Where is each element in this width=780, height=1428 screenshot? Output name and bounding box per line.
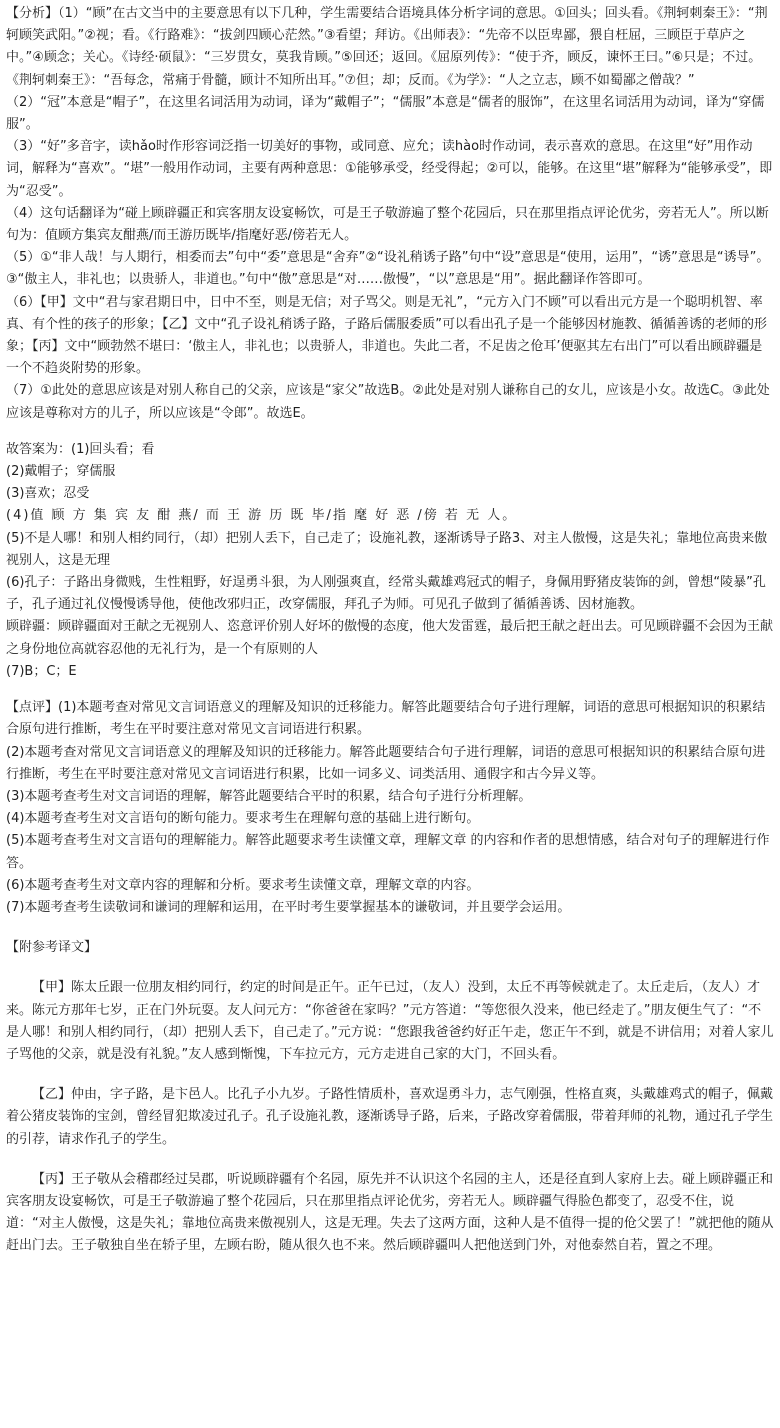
- analysis-item-2: （2）“冠”本意是“帽子”，在这里名词活用为动词，译为“戴帽子”；“儒服”本意是“儒者的服饰”，在这里名词活用为动词，译为“穿儒服”。: [6, 94, 765, 133]
- spacer: [6, 959, 774, 977]
- answer-5: (5)不是人哪！和别人相约同行，（却）把别人丢下，自己走了；设施礼教，逐渐诱导子路3、对主人傲慢，这是失礼；靠地位高贵来傲视别人，这是无理: [6, 530, 768, 568]
- answer-6-confucius: (6)孔子：子路出身微贱，生性粗野，好逞勇斗狠，为人刚强爽直，经常头戴雄鸡冠式的帽子，身佩用野猪皮装饰的剑，曾想“陵暴”孔子，孔子通过礼仪慢慢诱导他，使他改邪归正，改穿儒服，拜孔子为师。可见孔子做到了循循善诱、因材施教。: [6, 575, 766, 613]
- analysis-item-6: （6）【甲】文中“君与家君期日中，日中不至，则是无信；对子骂父。则是无礼”，“元方入门不顾”可以看出元方是一个聪明机智、率真、有个性的孩子的形象；【乙】文中“孔子设礼稍诱子路，子路后儒服委质”可以看出孔子是一个能够因材施教、循循善诱的老师的形象；【丙】文中“顾勃然不堪曰：‘傲主人，非礼也；以贵骄人，非道也。失此二者，不足齿之伧耳’便驱其左右出门”可以看出顾辟疆是一个不趋炎附势的形象。: [6, 294, 767, 377]
- comment-3: (3)本题考查考生对文言词语的理解，解答此题要结合平时的积累，结合句子进行分析理解。: [6, 788, 532, 804]
- spacer: [6, 425, 774, 439]
- comments-section: [6, 697, 774, 919]
- analysis-item-4: （4）这句话翻译为“碰上顾辟疆正和宾客朋友设宴畅饮，可是王子敬游遍了整个花园后，只在那里指点评论优劣，旁若无人”。所以断句为：值顾方集宾友酣燕/而王游历既毕/指麾好恶/傍若无人。: [6, 205, 769, 244]
- analysis-item-1: 【分析】（1）“顾”在古文当中的主要意思有以下几种，学生需要结合语境具体分析字词的意思。①回头；回头看。《荆轲刺秦王》：“荆轲顾笑武阳。”②视；看。《行路难》：“拔剑四顾心茫然。”③看望；拜访。《出师表》：“先帝不以臣卑鄙，猥自枉屈，三顾臣于草庐之中。”④顾念；关心。《诗经·硕鼠》：“三岁贯女，莫我肯顾。”⑤回还；返回。《屈原列传》：“使于齐，顾反，谏怀王曰。”⑥只是；不过。《荆轲刺秦王》：“吾每念，常痛于骨髓，顾计不知所出耳。”⑦但；却；反而。《为学》：“人之立志，顾不如蜀鄙之僧哉？”: [6, 6, 768, 88]
- comment-2: (2)本题考查对常见文言词语意义的理解及知识的迁移能力。解答此题要结合句子进行理解，词语的意思可根据知识的积累结合原句进行推断，考生在平时要注意对常见文言词语进行积累，比如一词多义、词类活用、通假字和古今异义等。: [6, 744, 766, 782]
- spacer: [6, 1066, 774, 1084]
- translation-heading: 【附参考译文】: [6, 940, 98, 956]
- answer-4: (4)值 顾 方 集 宾 友 酣 燕/ 而 王 游 历 既 毕/指 麾 好 恶 /傍 若 无 人。: [6, 508, 518, 524]
- comment-4: (4)本题考查考生对文言语句的断句能力。要求考生在理解句意的基础上进行断句。: [6, 811, 480, 827]
- answer-6-gu-bijiang: 顾辟疆：顾辟疆面对王献之无视别人、恣意评价别人好坏的傲慢的态度，他大发雷霆，最后把王献之赶出去。可见顾辟疆不会因为王献之身份地位高就容忍他的无礼行为，是一个有原则的人: [6, 619, 774, 657]
- answer-lead: 故答案为：(1)回头看；看: [6, 441, 155, 457]
- translation-jia: 【甲】陈太丘跟一位朋友相约同行，约定的时间是正午。正午已过，（友人）没到，太丘不再等候就走了。太丘走后，（友人）才来。陈元方那年七岁，正在门外玩耍。友人问元方：“你爸爸在家吗？”元方答道：“等您很久没来，他已经走了。”朋友便生气了：“不是人哪！和别人相约同行，（却）把别人丢下，自己走了。”元方说：“您跟我爸爸约好正午走，您正午不到，就是不讲信用；对着人家儿子骂他的父亲，就是没有礼貌。”友人感到惭愧，下车拉元方，元方走进自己家的大门，不回头看。: [6, 980, 774, 1062]
- analysis-item-5: （5）①“非人哉！与人期行，相委而去”句中“委”意思是“舍弃”②“设礼稍诱子路”句中“设”意思是“使用，运用”，“诱”意思是“诱导”。③“傲主人，非礼也；以贵骄人，非道也。”句中“傲”意思是“对……傲慢”，“以”意思是“用”。据此翻译作答即可。: [6, 250, 770, 288]
- spacer: [6, 919, 774, 937]
- answers-section: [6, 439, 774, 683]
- answer-2: (2)戴帽子；穿儒服: [6, 464, 116, 480]
- comment-7: (7)本题考查考生读敬词和谦词的理解和运用，在平时考生要掌握基本的谦敬词，并且要学会运用。: [6, 899, 571, 915]
- spacer: [6, 683, 774, 697]
- answer-7: (7)B；C；E: [6, 663, 77, 679]
- comment-1: 【点评】(1)本题考查对常见文言词语意义的理解及知识的迁移能力。解答此题要结合句子进行理解，词语的意思可根据知识的积累结合原句进行推断，考生在平时要注意对常见文言词语进行积累。: [6, 700, 766, 738]
- comment-5: (5)本题考查考生对文言语句的理解能力。解答此题要求考生读懂文章，理解文章 的内容和作者的思想情感，结合对句子的理解进行作答。: [6, 833, 770, 871]
- translation-section: [6, 937, 774, 1257]
- answer-3: (3)喜欢；忍受: [6, 486, 90, 502]
- analysis-item-7: （7）①此处的意思应该是对别人称自己的父亲，应该是“家父”故选B。②此处是对别人谦称自己的女儿，应该是小女。故选C。③此处应该是尊称对方的儿子，所以应该是“令郎”。故选E。: [6, 383, 770, 421]
- analysis-section: [6, 3, 774, 425]
- translation-bing: 【丙】王子敬从会稽郡经过吴郡，听说顾辟疆有个名园，原先并不认识这个名园的主人，还是径直到人家府上去。碰上顾辟疆正和宾客朋友设宴畅饮，可是王子敬游遍了整个花园后，只在那里指点评论优劣，旁若无人。顾辟疆气得脸色都变了，忍受不住，说道：“对主人傲慢，这是失礼；靠地位高贵来傲视别人，这是无理。失去了这两方面，这种人是不值得一提的伧父罢了！”就把他的随从赶出门去。王子敬独自坐在轿子里，左顾右盼，随从很久也不来。然后顾辟疆叫人把他送到门外，对他泰然自若，置之不理。: [6, 1171, 774, 1254]
- spacer: [6, 1151, 774, 1169]
- comment-6: (6)本题考查考生对文章内容的理解和分析。要求考生读懂文章，理解文章的内容。: [6, 877, 480, 893]
- translation-yi: 【乙】仲由，字子路，是卞邑人。比孔子小九岁。子路性情质朴，喜欢逞勇斗力，志气刚强，性格直爽，头戴雄鸡式的帽子，佩戴着公猪皮装饰的宝剑，曾经冒犯欺凌过孔子。孔子设施礼教，逐渐诱导子路，后来，子路改穿着儒服，带着拜师的礼物，通过孔子学生的引荐，请求作孔子的学生。: [6, 1087, 774, 1147]
- analysis-item-3: （3）“好”多音字，读hǎo时作形容词泛指一切美好的事物，或同意、应允；读hào时作动词，表示喜欢的意思。在这里“好”用作动词，解释为“喜欢”。“堪”一般用作动词，主要有两种意思：①能够承受，经受得起；②可以，能够。在这里“堪”解释为“能够承受”，即为“忍受”。: [6, 139, 773, 199]
